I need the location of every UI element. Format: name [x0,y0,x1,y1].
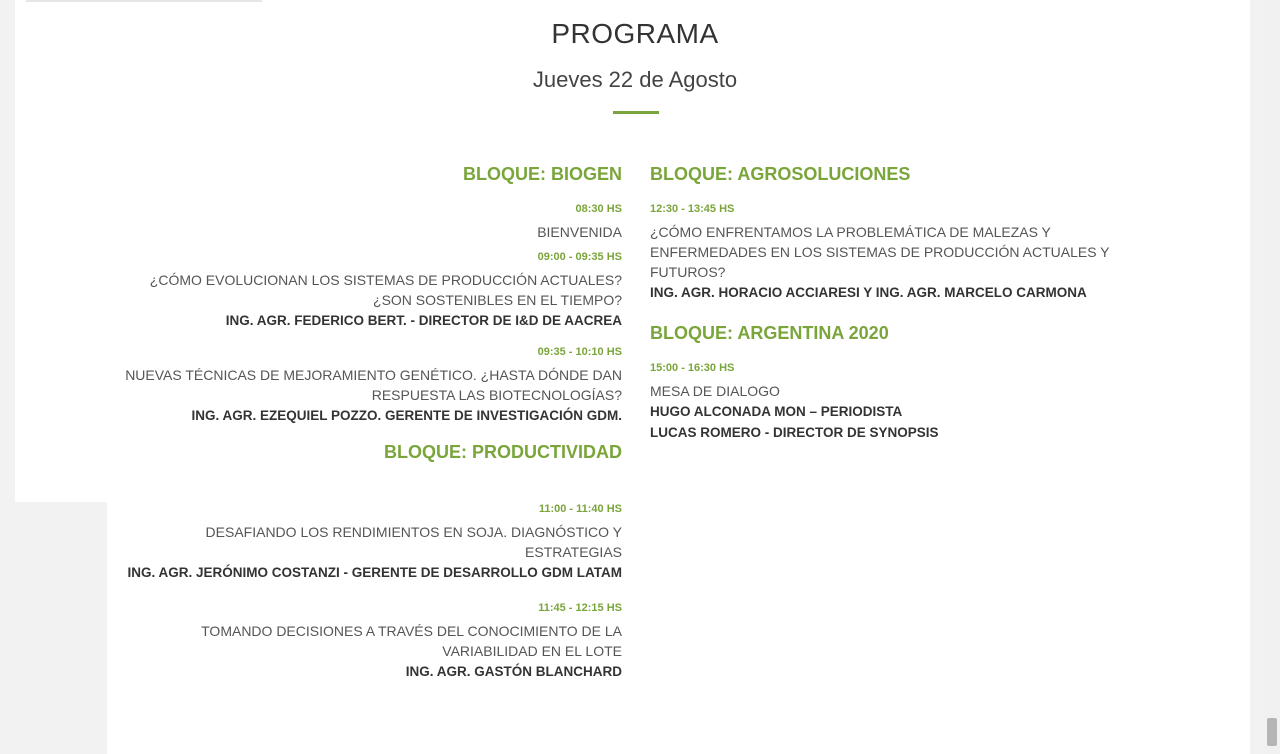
program-date: Jueves 22 de Agosto [532,67,738,92]
talk-title: BIENVENIDA [537,224,622,240]
block-title-biogen: BLOQUE: BIOGEN [462,164,622,184]
schedule-column-right [650,162,1140,457]
top-edge-tab [26,0,262,2]
schedule-item [122,202,622,242]
talk-title: ¿CÓMO EVOLUCIONAN LOS SISTEMAS DE PRODUCCIÓN ACTUALES? ¿SON SOSTENIBLES EN EL TIEMPO? [149,272,622,308]
speaker: LUCAS ROMERO - DIRECTOR DE SYNOPSIS [650,425,939,440]
schedule-item [122,601,622,682]
time-slot: 09:35 - 10:10 HS [537,346,622,358]
speaker: HUGO ALCONADA MON – PERIODISTA [650,404,903,419]
schedule-item [650,361,1140,443]
speaker: ING. AGR. EZEQUIEL POZZO. GERENTE DE INVESTIGACIÓN GDM. [191,408,622,423]
title-divider [613,111,659,114]
time-slot: 12:30 - 13:45 HS [650,203,735,215]
speaker: ING. AGR. GASTÓN BLANCHARD [405,664,622,679]
schedule-item [122,250,622,331]
speaker: ING. AGR. JERÓNIMO COSTANZI - GERENTE DE DESARROLLO GDM LATAM [127,565,622,580]
time-slot: 11:00 - 11:40 HS [538,503,622,515]
talk-title: NUEVAS TÉCNICAS DE MEJORAMIENTO GENÉTICO. ¿HASTA DÓNDE DAN RESPUESTA LAS BIOTECNOLOGÍAS? [125,367,622,403]
schedule-column-left [122,162,622,696]
talk-title: TOMANDO DECISIONES A TRAVÉS DEL CONOCIMIENTO DE LA VARIABILIDAD EN EL LOTE [201,623,622,659]
schedule-item [122,345,622,426]
vertical-scrollbar[interactable] [1264,0,1280,754]
scrollbar-thumb[interactable] [1267,718,1277,746]
speaker: ING. AGR. FEDERICO BERT. - DIRECTOR DE I&D DE AACREA [225,313,622,328]
time-slot: 15:00 - 16:30 HS [650,362,735,374]
page-title: PROGRAMA [551,18,719,49]
talk-title: DESAFIANDO LOS RENDIMIENTOS EN SOJA. DIAGNÓSTICO Y ESTRATEGIAS [205,524,622,560]
talk-title: ¿CÓMO ENFRENTAMOS LA PROBLEMÁTICA DE MALEZAS Y ENFERMEDADES EN LOS SISTEMAS DE PRODUCCIÓN ACTUALES Y FUTUROS? [650,224,1110,280]
time-slot: 09:00 - 09:35 HS [537,251,622,263]
speaker: ING. AGR. HORACIO ACCIARESI Y ING. AGR. MARCELO CARMONA [650,285,1087,300]
talk-title: MESA DE DIALOGO [650,383,780,399]
time-slot: 11:45 - 12:15 HS [538,602,622,614]
time-slot: 08:30 HS [575,203,622,215]
schedule-item [650,202,1140,303]
schedule-item [122,502,622,583]
block-title-productividad: BLOQUE: PRODUCTIVIDAD [384,442,622,462]
block-title-agrosoluciones: BLOQUE: AGROSOLUCIONES [650,164,911,184]
block-title-argentina-2020: BLOQUE: ARGENTINA 2020 [650,323,889,343]
